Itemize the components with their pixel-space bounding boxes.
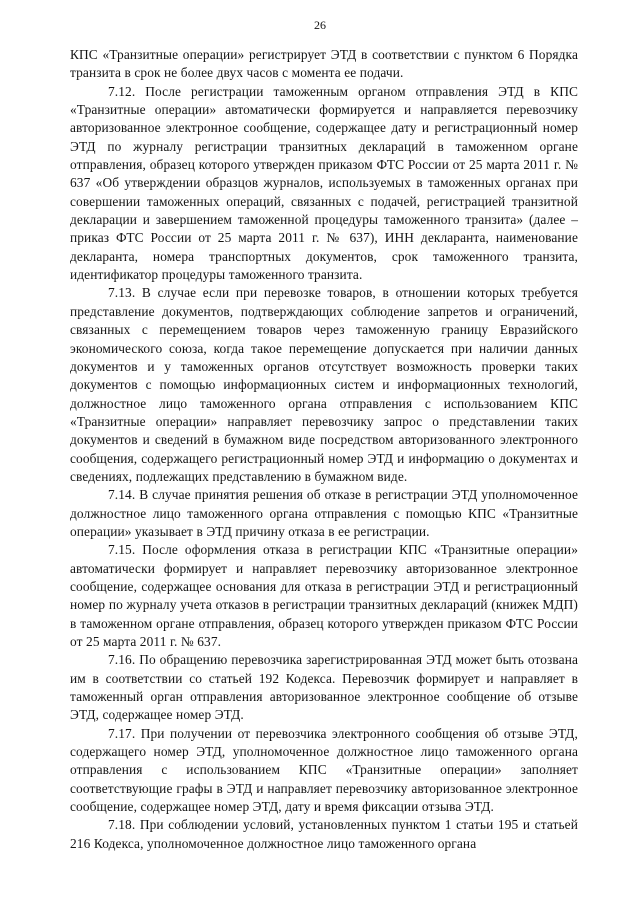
page-number: 26 <box>314 18 326 32</box>
paragraph-7-16: 7.16. По обращению перевозчика зарегистрированная ЭТД может быть отозвана им в соответствии со статьей 192 Кодекса. Перевозчик формирует и направляет в таможенный орган отправления авторизованное электронное сообщение об отзыве ЭТД, содержащее номер ЭТД. <box>70 652 578 723</box>
paragraph-7-17: 7.17. При получении от перевозчика электронного сообщения об отзыве ЭТД, содержащего номер ЭТД, уполномоченное должностное лицо таможенного органа отправления с использованием КПС «Транзитные операции» заполняет соответствующие графы в ЭТД и направляет перевозчику авторизованное электронное сообщение, содержащее номер ЭТД, дату и время фиксации отзыва ЭТД. <box>70 725 578 815</box>
paragraph-continuation: КПС «Транзитные операции» регистрирует ЭТД в соответствии с пунктом 6 Порядка транзита в срок не более двух часов с момента ее подачи. <box>70 47 578 81</box>
paragraph-7-15: 7.15. После оформления отказа в регистрации КПС «Транзитные операции» автоматически формирует и направляет перевозчику авторизованное электронное сообщение, содержащее основания для отказа в регистрации ЭТД и регистрационный номер по журналу учета отказов в регистрации транзитных деклараций (книжек МДП) в таможенном органе отправления, образец которого утвержден приказом ФТС России от 25 марта 2011 г. № 637. <box>70 542 578 649</box>
paragraph-7-12: 7.12. После регистрации таможенным органом отправления ЭТД в КПС «Транзитные операции» автоматически формируется и направляется перевозчику авторизованное электронное сообщение, содержащее дату и регистрационный номер ЭТД по журналу регистрации транзитных деклараций в таможенном органе отправления, образец которого утвержден приказом ФТС России от 25 марта 2011 г. № 637 «Об утверждении образцов журналов, используемых в таможенных органах при совершении таможенных операций, связанных с подачей, регистрацией транзитной декларации и завершением таможенной процедуры таможенного транзита» (далее – приказ ФТС России от 25 марта 2011 г. № 637), ИНН декларанта, наименование декларанта, номера транспортных документов, срок таможенного транзита, идентификатор процедуры таможенного транзита. <box>70 83 578 283</box>
paragraph-7-14: 7.14. В случае принятия решения об отказе в регистрации ЭТД уполномоченное должностное лицо таможенного органа отправления с помощью КПС «Транзитные операции» указывает в ЭТД причину отказа в ее регистрации. <box>70 487 578 539</box>
document-body <box>70 46 578 853</box>
paragraph-7-18: 7.18. При соблюдении условий, установленных пунктом 1 статьи 195 и статьей 216 Кодекса, уполномоченное должностное лицо таможенного органа <box>70 817 578 851</box>
paragraph-7-13: 7.13. В случае если при перевозке товаров, в отношении которых требуется представление документов, подтверждающих соблюдение запретов и ограничений, связанных с перемещением товаров через таможенную границу Евразийского экономического союза, когда такое перемещение допускается при наличии данных документов и у таможенных органов отсутствует возможность проверки таких документов с помощью информационных систем и информационных технологий, должностное лицо таможенного органа отправления с использованием КПС «Транзитные операции» направляет перевозчику запрос о представлении таких документов и сведений в бумажном виде посредством авторизованного электронного сообщения, содержащего регистрационный номер ЭТД и информацию о документах и сведениях, подлежащих представлению в бумажном виде. <box>70 285 578 484</box>
